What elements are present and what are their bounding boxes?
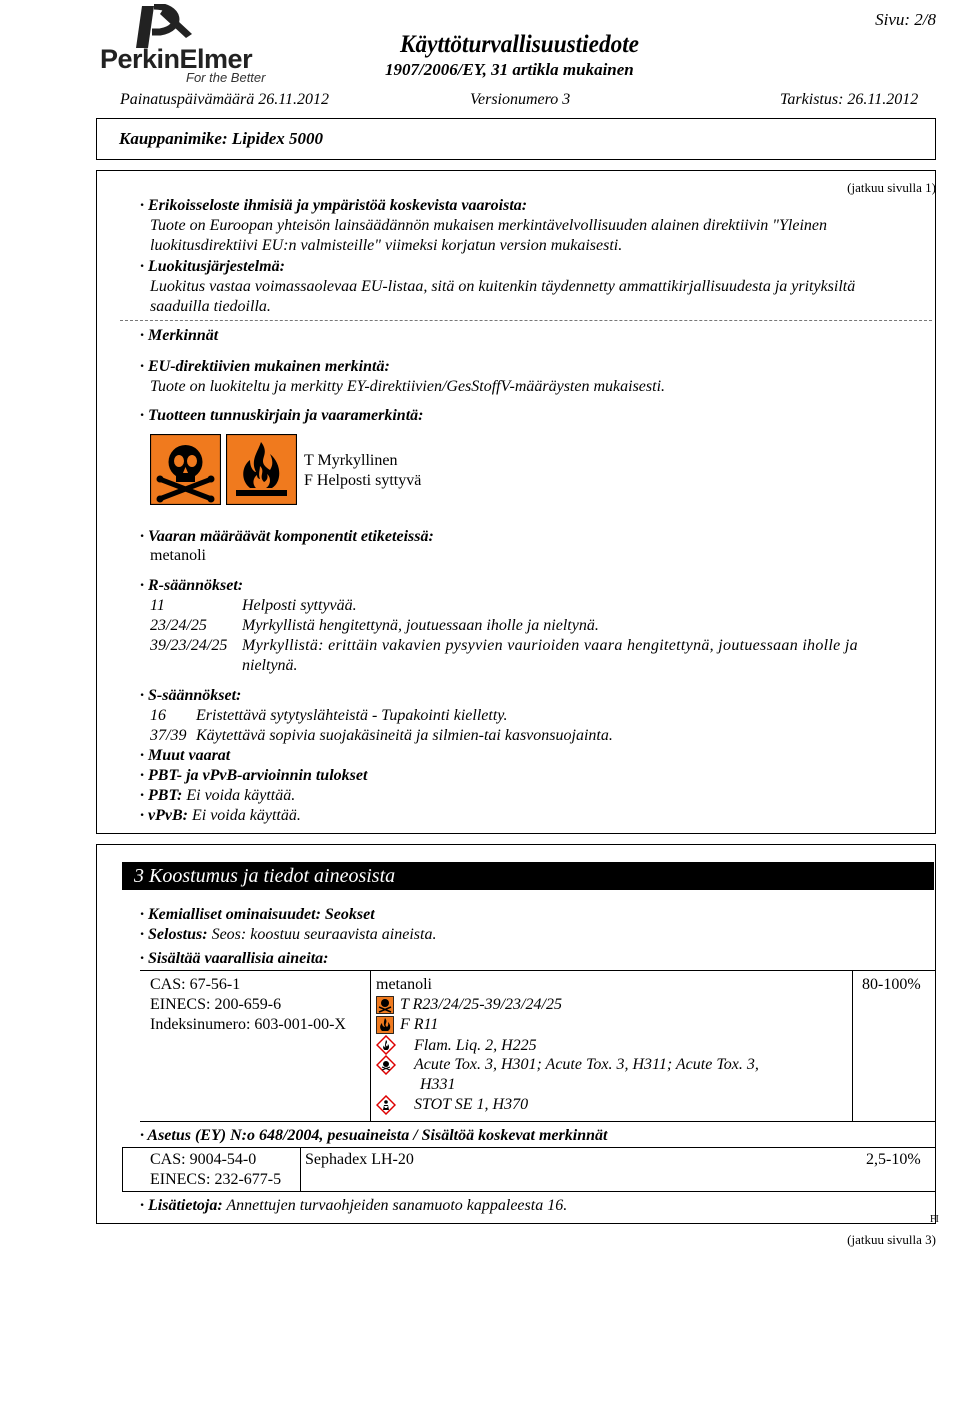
company-name: PerkinElmer: [100, 44, 253, 74]
description-value: Seos: koostuu seuraavista aineista.: [211, 926, 437, 943]
markings-heading: · Merkinnät: [140, 327, 219, 344]
additional-info-label: · Lisätietoja:: [140, 1197, 223, 1214]
dashed-divider: [120, 320, 932, 321]
document-subtitle: 1907/2006/EY, 31 artikla mukainen: [385, 60, 634, 79]
classification-system-text-1: Luokitus vastaa voimassaolevaa EU-listaa, sitä on kuitenkin täydennetty ammattikirjallisuudesta ja yrityksiltä: [150, 278, 856, 295]
hazardous-components-heading: · Sisältää vaarallisia aineita:: [140, 950, 329, 967]
table-col-divider: [852, 970, 853, 1121]
index-number: Indeksinumero: 603-001-00-X: [150, 1016, 346, 1033]
print-date: Painatuspäivämäärä 26.11.2012: [120, 91, 330, 108]
einecs-number: EINECS: 200-659-6: [150, 996, 282, 1013]
substance-name: metanoli: [376, 976, 432, 993]
hazard-symbol-heading: · Tuotteen tunnuskirjain ja vaaramerkintä:: [140, 407, 424, 424]
clp-stot: STOT SE 1, H370: [414, 1096, 529, 1113]
table-border-right: [935, 948, 936, 1121]
company-tagline: For the Better: [186, 70, 266, 85]
s-phrase-code: 16: [150, 707, 166, 724]
vpvb-row: [140, 806, 301, 826]
clp-acute-tox-cont: H331: [420, 1076, 456, 1093]
table-border-top: [140, 970, 935, 971]
language-code: FI: [930, 1214, 939, 1225]
reg-table-top: [122, 1147, 935, 1148]
toxic-skull-icon: [150, 434, 221, 505]
table-border-bottom: [140, 1121, 935, 1122]
reg-einecs-number: EINECS: 232-677-5: [150, 1171, 282, 1188]
reg-table-divider: [300, 1147, 301, 1191]
determining-components-heading: · Vaaran määräävät komponentit etiketeissä:: [140, 528, 434, 545]
special-hazards-text-1: Tuote on Euroopan yhteisön lainsäädännön mukaisen merkintävelvollisuuden alainen direktiivin "Yleinen: [150, 217, 827, 234]
special-hazards-text-2: luokitusdirektiivi EU:n valmisteille" viimeksi korjatun version mukaisesti.: [150, 237, 623, 254]
pbt-row: [140, 786, 295, 806]
continued-from-note: (jatkuu sivulla 1): [847, 180, 936, 195]
vpvb-label: · vPvB:: [140, 807, 188, 824]
page-number: Sivu: 2/8: [875, 10, 936, 29]
determining-components-value: metanoli: [150, 547, 206, 564]
r-phrase-text: Myrkyllistä: erittäin vakavien pysyvien vaurioiden vaara hengitettynä, joutuessaan iholle ja: [242, 637, 858, 654]
trade-name-box: [96, 118, 936, 160]
clp-flam-liq: Flam. Liq. 2, H225: [414, 1037, 537, 1054]
trade-name: Kauppanimike: Lipidex 5000: [119, 129, 323, 148]
document-title: Käyttöturvallisuustiedote: [400, 31, 639, 58]
classification-system-heading: · Luokitusjärjestelmä:: [140, 258, 285, 275]
ghs-flame-icon: [376, 1035, 396, 1055]
eu-directive-text: Tuote on luokiteltu ja merkitty EY-direktiivien/GesStoffV-määräysten mukaisesti.: [150, 378, 666, 395]
s-phrase-code: 37/39: [150, 727, 187, 744]
r-phrase-code: 39/23/24/25: [150, 637, 228, 654]
reg-cas-number: CAS: 9004-54-0: [150, 1151, 257, 1168]
description-label: · Selostus:: [140, 926, 208, 943]
additional-info-row: [140, 1196, 567, 1216]
toxic-small-icon: [376, 996, 394, 1014]
additional-info-value: Annettujen turvaohjeiden sanamuoto kappaleesta 16.: [226, 1197, 568, 1214]
r-phrase-text-cont: nieltynä.: [242, 657, 298, 674]
pbt-label: · PBT:: [140, 787, 183, 804]
flammable-classification: F R11: [400, 1016, 439, 1033]
version-number: Versionumero 3: [470, 91, 571, 108]
section-3-title: 3 Koostumus ja tiedot aineosista: [134, 865, 396, 887]
classification-system-text-2: saaduilla tiedoilla.: [150, 298, 271, 315]
flammable-small-icon: [376, 1016, 394, 1034]
r-phrases-heading: · R-säännökset:: [140, 577, 244, 594]
chemical-characterization: · Kemialliset ominaisuudet: Seokset: [140, 906, 375, 923]
s-phrase-text: Käytettävä sopivia suojakäsineitä ja silmien-tai kasvonsuojainta.: [196, 727, 613, 744]
reg-substance-name: Sephadex LH-20: [305, 1151, 414, 1168]
s-phrase-text: Eristettävä sytytyslähteistä - Tupakointi kielletty.: [196, 707, 508, 724]
other-hazards-heading: · Muut vaarat: [140, 747, 231, 764]
symbol-t-label: T Myrkyllinen: [304, 452, 398, 469]
continued-on-note: (jatkuu sivulla 3): [847, 1232, 936, 1247]
ghs-health-hazard-icon: [376, 1095, 396, 1115]
vpvb-value: Ei voida käyttää.: [191, 807, 301, 824]
reg-table-left: [122, 1147, 123, 1191]
reg-table-right: [935, 1147, 936, 1191]
r-phrase-code: 11: [150, 597, 165, 614]
symbol-f-label: F Helposti syttyvä: [304, 472, 422, 489]
pbt-value: Ei voida käyttää.: [186, 787, 296, 804]
cas-number: CAS: 67-56-1: [150, 976, 241, 993]
description-row: [140, 925, 436, 945]
concentration: 80-100%: [862, 976, 921, 993]
flammable-flame-icon: [226, 434, 297, 505]
special-hazards-heading: · Erikoisseloste ihmisiä ja ympäristöä koskevista vaaroista:: [140, 197, 528, 214]
ghs-skull-icon: [376, 1055, 396, 1075]
reg-concentration: 2,5-10%: [866, 1151, 921, 1168]
r-phrase-code: 23/24/25: [150, 617, 207, 634]
table-col-divider: [370, 970, 371, 1121]
detergent-regulation-heading: · Asetus (EY) N:o 648/2004, pesuaineista / Sisältöä koskevat merkinnät: [140, 1127, 608, 1144]
r-phrase-text: Myrkyllistä hengitettynä, joutuessaan iholle ja nieltynä.: [242, 617, 599, 634]
revision-date: Tarkistus: 26.11.2012: [780, 91, 919, 108]
eu-directive-heading: · EU-direktiivien mukainen merkintä:: [140, 358, 390, 375]
r-phrase-text: Helposti syttyvää.: [242, 597, 357, 614]
s-phrases-heading: · S-säännökset:: [140, 687, 242, 704]
section-3-title-bar: [122, 862, 934, 890]
reg-table-bottom: [122, 1191, 935, 1192]
pbt-heading: · PBT- ja vPvB-arvioinnin tulokset: [140, 767, 368, 784]
clp-acute-tox: Acute Tox. 3, H301; Acute Tox. 3, H311; Acute Tox. 3,: [414, 1056, 759, 1073]
toxic-classification: T R23/24/25-39/23/24/25: [400, 996, 562, 1013]
